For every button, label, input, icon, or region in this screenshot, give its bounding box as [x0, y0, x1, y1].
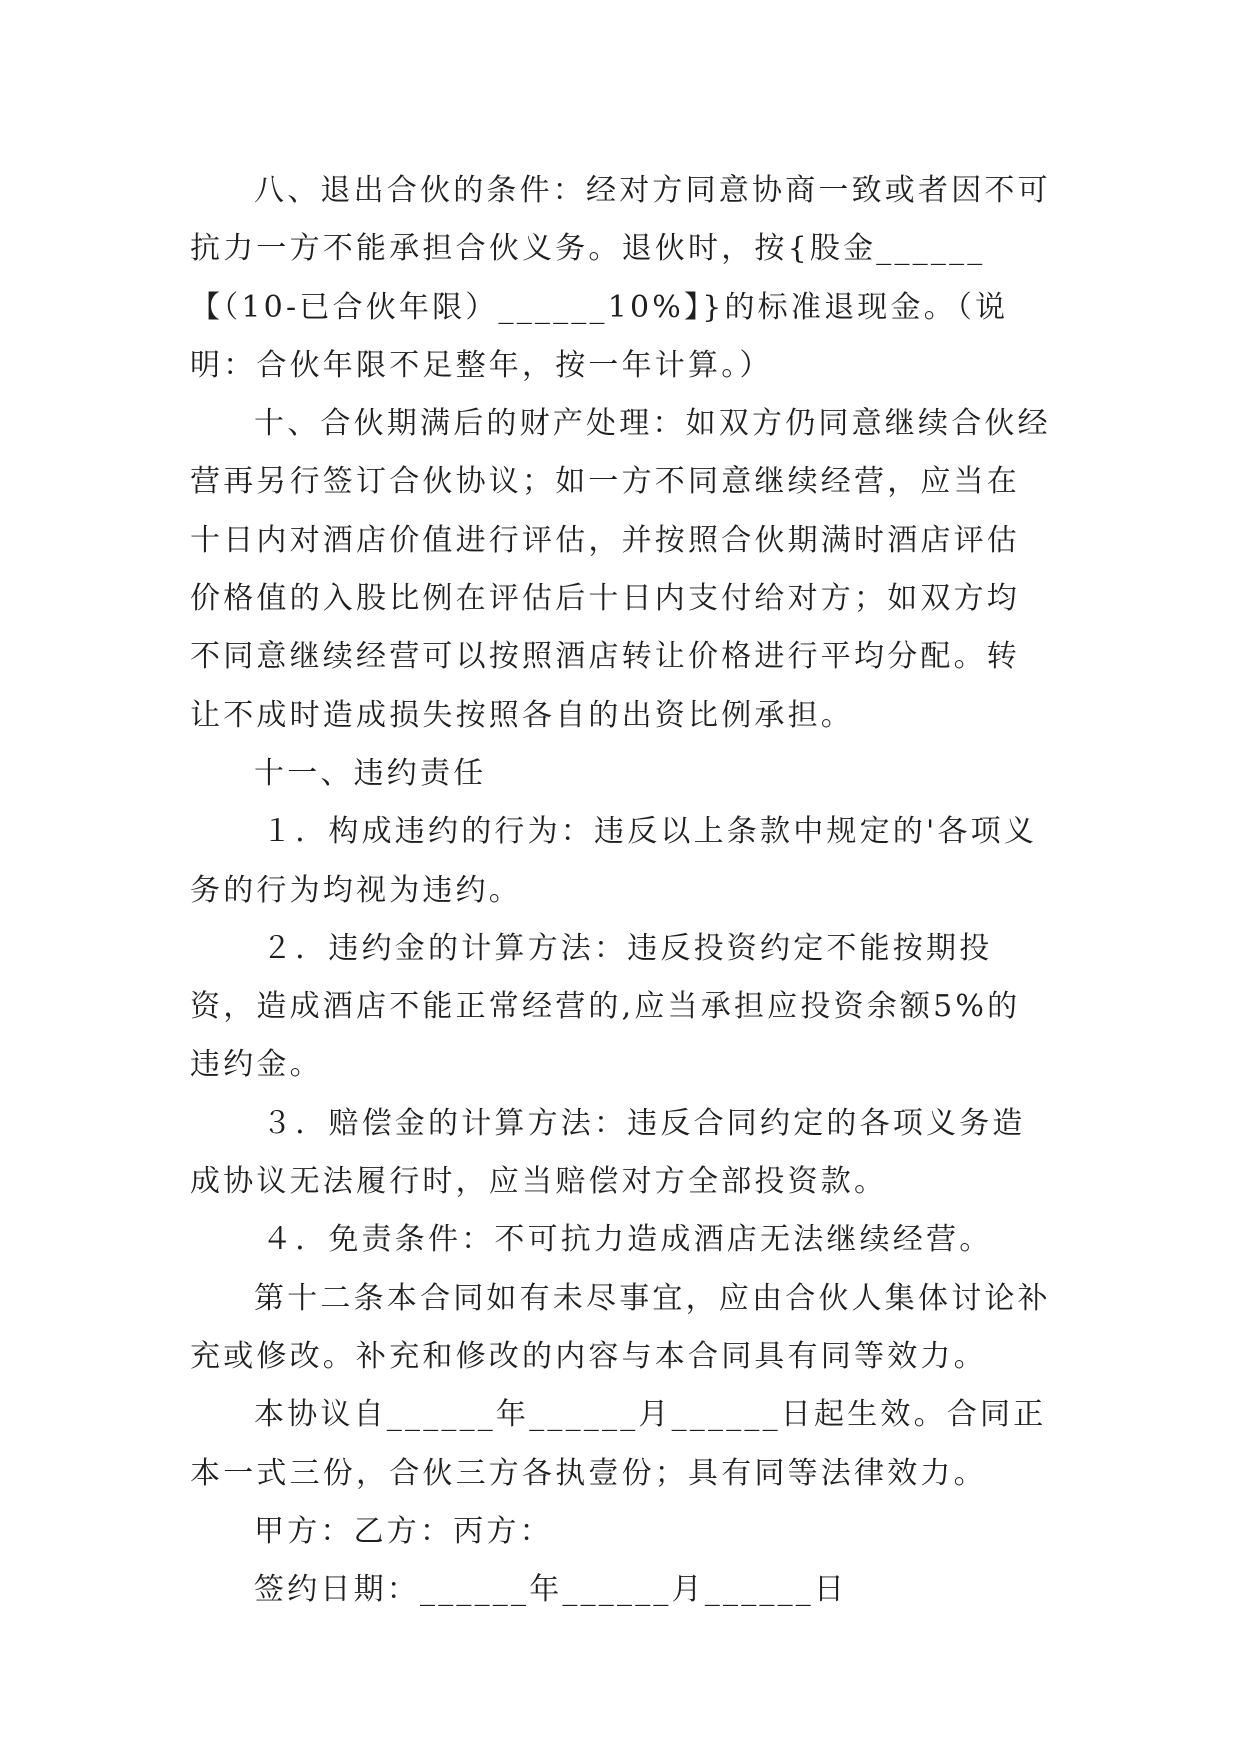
clause-effective-date: 本协议自______年______月______日起生效。合同正本一式三份，合伙三方各执壹份；具有同等法律效力。	[190, 1397, 1047, 1491]
clause-withdrawal: 八、退出合伙的条件：经对方同意协商一致或者因不可抗力一方不能承担合伙义务。退伙时，按{股金______【（10-已合伙年限）______10%】}的标准退现金。（说明：合伙年限不足整年，按一年计算。）	[190, 173, 1051, 383]
breach-item-2: ２．违约金的计算方法：违反投资约定不能按期投资，造成酒店不能正常经营的,应当承担应投资余额5%的违约金。	[190, 930, 1021, 1083]
breach-item-1: １．构成违约的行为：违反以上条款中规定的'各项义务的行为均视为违约。	[190, 814, 1038, 908]
breach-item-3: ３．赔偿金的计算方法：违反合同约定的各项义务造成协议无法履行时，应当赔偿对方全部投资款。	[190, 1105, 1026, 1200]
clause-breach-heading: 十一、违约责任	[254, 755, 487, 791]
clause-twelve: 第十二条本合同如有未尽事宜，应由合伙人集体讨论补充或修改。补充和修改的内容与本合同具有同等效力。	[190, 1280, 1051, 1374]
breach-item-4: ４．免责条件：不可抗力造成酒店无法继续经营。	[262, 1222, 993, 1258]
clause-property-disposal: 十、合伙期满后的财产处理：如双方仍同意继续合伙经营再另行签订合伙协议；如一方不同意继续经营，应当在十日内对酒店价值进行评估，并按照合伙期满时酒店评估价格值的入股比例在评估后十日内支付给对方；如双方均不同意继续经营可以按照酒店转让价格进行平均分配。转让不成时造成损失按照各自的出资比例承担。	[190, 406, 1051, 733]
signing-date: 签约日期：______年______月______日	[254, 1572, 848, 1608]
document-body	[190, 162, 1052, 1619]
signature-parties: 甲方：乙方：丙方：	[254, 1513, 553, 1549]
